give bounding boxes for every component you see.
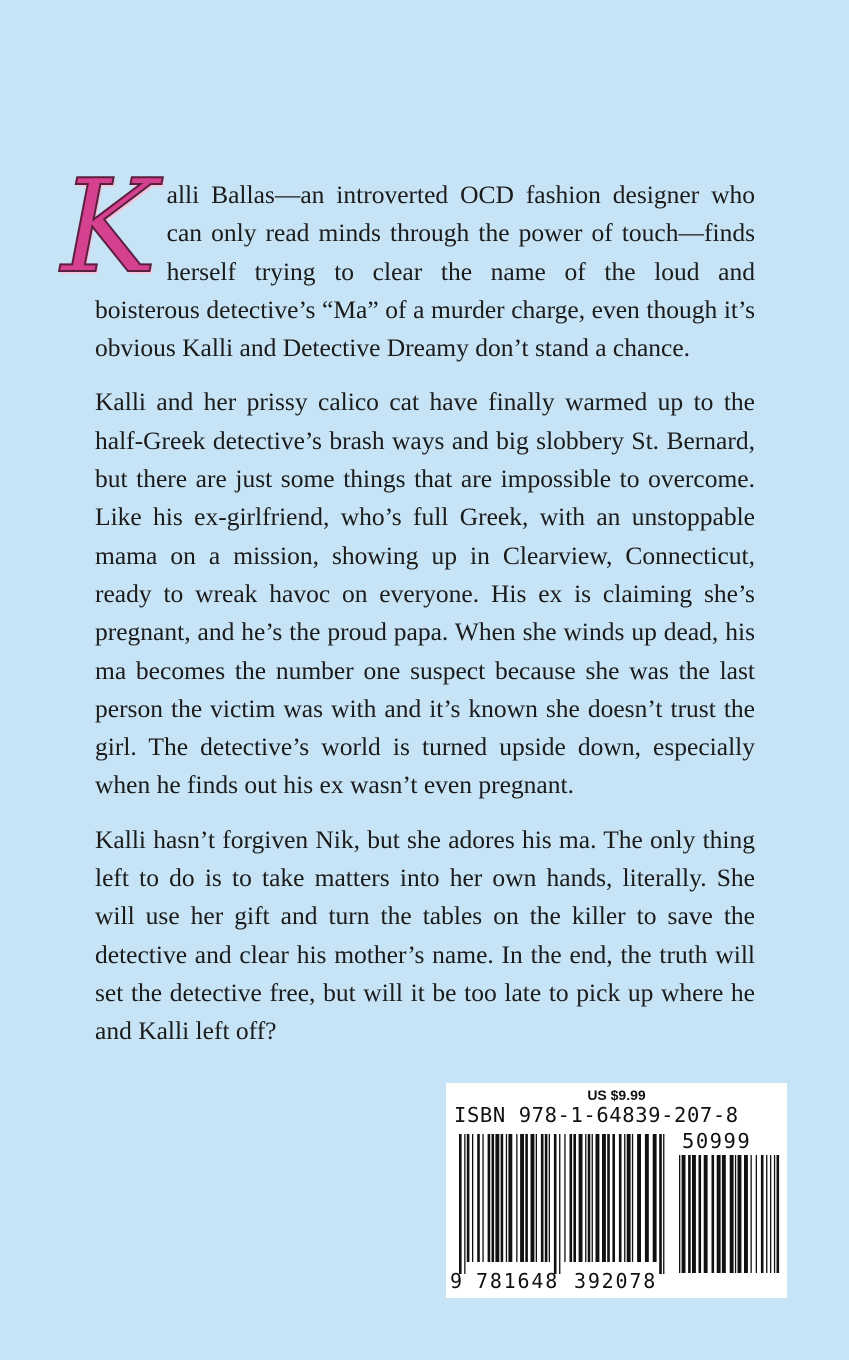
- barcode-bar: [735, 1155, 736, 1273]
- barcode-bar: [704, 1155, 708, 1273]
- barcode-bar: [751, 1155, 752, 1273]
- blurb-paragraph-1-text: alli Ballas—an introverted OCD fashion designer who can only read minds through the power of touch—finds herself trying to clear the name of the loud and boisterous detective’s “Ma” of a murder charge, even though it’s obvious Kalli and Detective Dreamy don’t stand a chance.: [95, 180, 755, 363]
- barcode-bar: [501, 1134, 504, 1262]
- barcode-bar: [573, 1134, 576, 1262]
- barcode-bar: [549, 1134, 550, 1262]
- barcode-bar: [730, 1155, 734, 1273]
- barcode-bar: [585, 1134, 586, 1262]
- barcode-bar: [464, 1134, 465, 1274]
- barcode-bar: [619, 1134, 622, 1262]
- barcode-bar: [722, 1155, 726, 1273]
- barcode-bar: [531, 1134, 535, 1262]
- barcode-bar: [744, 1155, 748, 1273]
- barcode-bar: [688, 1155, 691, 1273]
- barcode-bar: [554, 1134, 557, 1274]
- barcode-bar: [536, 1134, 537, 1262]
- barcode-bar: [637, 1134, 641, 1262]
- book-blurb: [61, 153, 755, 1067]
- barcode-bar: [738, 1155, 742, 1273]
- barcode-bar: [596, 1134, 600, 1262]
- barcode-bar: [570, 1134, 573, 1262]
- barcode-bar: [516, 1134, 517, 1262]
- addon-barcode: [679, 1155, 783, 1273]
- barcode-bar: [472, 1134, 473, 1262]
- barcode-bar: [717, 1155, 721, 1273]
- barcode-bar: [579, 1134, 583, 1262]
- barcode-bar: [545, 1134, 548, 1262]
- barcode-bar: [777, 1155, 780, 1273]
- drop-cap: K: [61, 153, 157, 302]
- barcode-bar: [756, 1155, 757, 1273]
- isbn-label: ISBN 978-1-64839-207-8: [454, 1103, 739, 1127]
- barcode-bar: [712, 1155, 715, 1273]
- barcode-bar: [612, 1134, 615, 1262]
- barcode-bar: [682, 1155, 686, 1273]
- barcode-bar: [477, 1134, 480, 1262]
- barcode-bar: [659, 1134, 662, 1274]
- barcode-bar: [774, 1155, 775, 1273]
- blurb-paragraph-2: Kalli and her prissy calico cat have finally warmed up to the half-Greek detective’s brash ways and big slobbery St. Bernard, but there are just some things that are impossible to overcome. Like his ex-girlfriend, who’s full Greek, with an unstoppable mama on a mission, showing up in Clearview, Connecticut, ready to wreak havoc on everyone. His ex is claiming she’s pregnant, and he’s the proud papa. When she winds up dead, his ma becomes the number one suspect because she was the last person the victim was with and it’s known she doesn’t trust the girl. The detective’s world is turned upside down, especially when he finds out his ex wasn’t even pregnant.: [95, 387, 755, 800]
- blurb-paragraph-1: [61, 153, 755, 367]
- barcode-bar: [766, 1155, 767, 1273]
- barcode-bar: [653, 1134, 657, 1262]
- barcode-bar: [663, 1134, 664, 1274]
- barcode-bar: [645, 1134, 649, 1262]
- barcode-bar: [624, 1134, 625, 1262]
- addon-digits: 50999: [682, 1129, 752, 1153]
- barcode-panel: [446, 1083, 787, 1298]
- barcode-bar: [482, 1134, 483, 1262]
- ean-first-digit: 9: [450, 1269, 463, 1293]
- barcode-bar: [492, 1134, 495, 1262]
- barcode-bar: [770, 1155, 771, 1273]
- barcode-bar: [761, 1155, 764, 1273]
- barcode-bar: [541, 1134, 544, 1262]
- ean-right-digits: 392078: [574, 1269, 658, 1293]
- barcode-bar: [564, 1134, 565, 1262]
- barcode-bar: [559, 1134, 560, 1274]
- barcode-bar: [506, 1134, 507, 1262]
- barcode-bar: [679, 1155, 680, 1273]
- barcode-bar: [627, 1134, 631, 1262]
- ean13-barcode: [459, 1134, 673, 1274]
- barcode-bar: [592, 1134, 593, 1262]
- barcode-bar: [602, 1134, 606, 1262]
- blurb-paragraph-3: Kalli hasn’t forgiven Nik, but she adores his ma. The only thing left to do is to take matters into her own hands, literally. She will use her gift and turn the tables on the killer to save the detective and clear his mother’s name. In the end, the truth will set the detective free, but will it be too late to pick up where he and Kalli left off?: [95, 824, 755, 1046]
- barcode-bar: [699, 1155, 702, 1273]
- barcode-bar: [692, 1155, 696, 1273]
- barcode-bar: [495, 1134, 499, 1262]
- price-label: US $9.99: [587, 1087, 646, 1103]
- barcode-bar: [632, 1134, 633, 1262]
- barcode-bar: [488, 1134, 491, 1262]
- barcode-bar: [467, 1134, 470, 1262]
- barcode-bar: [525, 1134, 528, 1262]
- barcode-bar: [459, 1134, 462, 1274]
- ean-left-digits: 781648: [476, 1269, 560, 1293]
- barcode-bar: [607, 1134, 610, 1262]
- barcode-bar: [588, 1134, 591, 1262]
- barcode-bar: [520, 1134, 524, 1262]
- barcode-bar: [508, 1134, 512, 1262]
